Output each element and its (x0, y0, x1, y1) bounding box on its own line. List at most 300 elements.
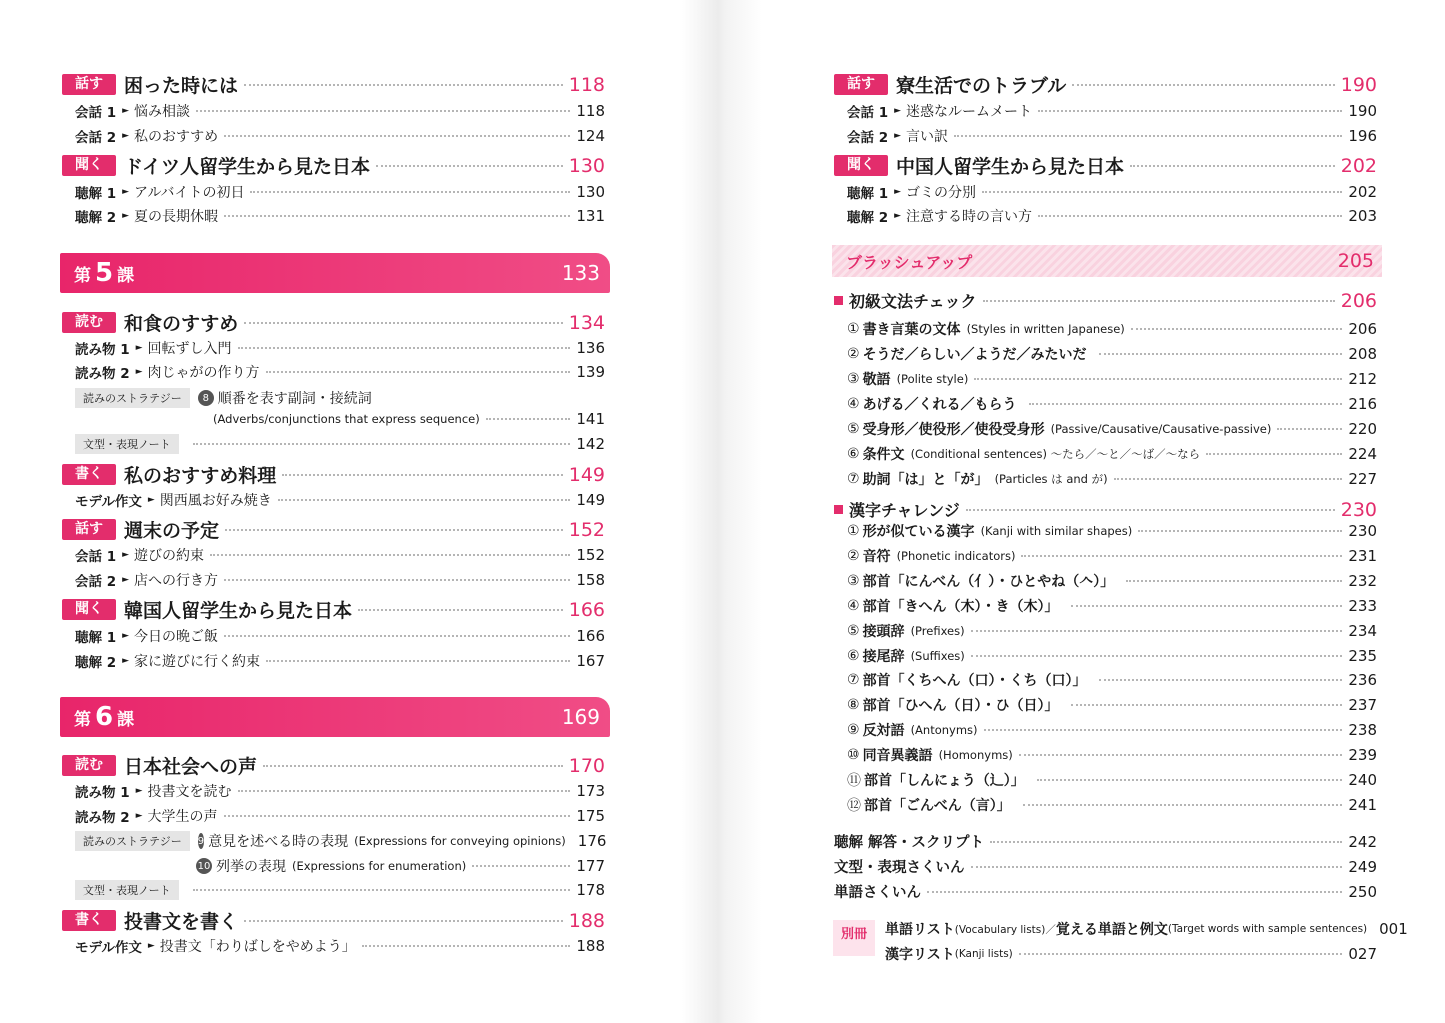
strategy-title: 列挙の表現 (216, 859, 286, 875)
leader-dots (1023, 804, 1343, 806)
strategy-title: 順番を表す副詞・接続詞 (217, 391, 372, 407)
extra-title: 単語さくいん (834, 885, 921, 901)
circled-number: ⑧ (847, 697, 860, 714)
section-header[interactable] (62, 309, 605, 336)
note-entry[interactable] (75, 434, 605, 454)
page-number: 231 (1348, 546, 1377, 565)
sub-entry[interactable] (75, 936, 605, 956)
page-number: 232 (1348, 571, 1377, 590)
page-number: 202 (1348, 183, 1377, 201)
sub-label: 聴解 1 (75, 630, 117, 646)
numbered-entry[interactable] (847, 469, 1377, 489)
circled-number: ④ (847, 597, 860, 614)
page-number: 234 (1348, 621, 1377, 640)
square-bullet-icon (834, 296, 843, 305)
sub-entry[interactable] (75, 126, 605, 146)
circled-number: ③ (847, 572, 860, 589)
sub-label: モデル作文 (75, 494, 142, 510)
leader-dots (282, 474, 563, 476)
leader-dots (1099, 353, 1343, 355)
brushup-page: 205 (1337, 250, 1374, 272)
entry-title: 部首「くちへん（口）・くち（口）」 (862, 673, 1087, 690)
section-title: 日本社会への声 (124, 756, 258, 778)
leader-dots (244, 322, 563, 324)
sub-label: 会話 2 (75, 130, 117, 146)
page-number: 152 (568, 518, 605, 541)
entry-english: (Styles in written Japanese) (966, 322, 1125, 336)
page-number: 250 (1348, 882, 1377, 901)
lesson-suffix: 課 (117, 265, 135, 286)
bessatsu-title-2: 覚える単語と例文 (1055, 922, 1168, 938)
entry-title: 接尾辞 (862, 648, 905, 665)
section-title: 投書文を書く (124, 911, 239, 933)
arrow-icon: ► (894, 211, 902, 221)
page-number: 220 (1348, 420, 1377, 438)
arrow-icon: ► (894, 187, 902, 197)
leader-dots (224, 635, 570, 637)
sub-title: 遊びの約束 (134, 548, 205, 564)
page-number: 149 (568, 463, 605, 486)
leader-dots (225, 529, 563, 531)
leader-dots (193, 889, 571, 891)
left-page (0, 0, 722, 1023)
numbered-entry[interactable] (847, 319, 1377, 339)
page-number: 240 (1348, 771, 1377, 789)
numbered-entry[interactable] (847, 444, 1377, 464)
page-number: 239 (1348, 746, 1377, 765)
leader-dots (1038, 215, 1342, 217)
circled-number: ② (847, 346, 860, 362)
sub-entry[interactable] (75, 362, 605, 382)
entry-title: あげる／くれる／もらう (862, 397, 1017, 413)
page-number: 227 (1348, 470, 1377, 488)
page-number: 238 (1348, 721, 1377, 740)
leader-dots (1130, 165, 1335, 167)
leader-dots (1138, 530, 1342, 532)
tag-badge: 書く (62, 464, 116, 485)
sub-label: 会話 1 (75, 549, 117, 565)
leader-dots (210, 554, 570, 556)
sub-entry[interactable] (75, 570, 605, 590)
arrow-icon: ► (122, 575, 130, 585)
sub-entry[interactable] (75, 806, 605, 826)
sub-entry[interactable] (75, 545, 605, 565)
bessatsu-english: (Kanji lists) (954, 948, 1013, 960)
page-number: 212 (1348, 370, 1377, 388)
strategy-number: 9 (198, 833, 204, 849)
entry-title: 部首「ひへん（日）・ひ（日）」 (862, 698, 1059, 715)
entry-title: 反対語 (862, 723, 905, 740)
numbered-entry[interactable] (847, 344, 1377, 364)
lesson-prefix: 第 (74, 709, 91, 730)
leader-dots (971, 655, 1343, 657)
page-number: 130 (568, 154, 605, 177)
page-number: 149 (576, 491, 605, 509)
sub-title: 私のおすすめ (134, 129, 219, 145)
section-header[interactable] (62, 71, 605, 98)
circled-number: ⑥ (847, 446, 860, 462)
leader-dots (984, 729, 1343, 731)
arrow-icon: ► (135, 367, 143, 377)
sub-title: 家に遊びに行く約束 (134, 654, 261, 670)
leader-dots (971, 630, 1343, 632)
entry-title: 同音異義語 (862, 748, 933, 765)
note-entry[interactable] (75, 880, 605, 900)
section-title: 韓国人留学生から見た日本 (124, 600, 353, 622)
note-chip: 文型・表現ノート (75, 880, 179, 900)
entry-title: 部首「きへん（木）・き（木）」 (862, 598, 1059, 615)
page-number: 141 (576, 410, 605, 428)
brushup-title: ブラッシュアップ (846, 252, 973, 272)
leader-dots (1071, 605, 1343, 607)
page-number: 236 (1348, 671, 1377, 690)
square-bullet-icon (834, 505, 843, 514)
sub-title: アルバイトの初日 (134, 185, 245, 201)
sub-label: 読み物 2 (75, 366, 130, 382)
leader-dots (238, 790, 571, 792)
section-header[interactable] (62, 596, 605, 623)
leader-dots (472, 865, 570, 867)
bessatsu-entry[interactable] (885, 944, 1377, 964)
grammar-header[interactable] (834, 289, 1377, 312)
entry-title: 部首「しんにょう（辶）」 (864, 773, 1025, 789)
numbered-entry[interactable] (847, 795, 1377, 815)
entry-english: (Particles は and が) (994, 472, 1108, 486)
sub-label: 聴解 2 (847, 210, 889, 226)
circled-number: ⑫ (847, 797, 861, 814)
section-title: 困った時には (124, 75, 239, 97)
brushup-bar[interactable] (832, 245, 1382, 277)
section-header[interactable] (62, 752, 605, 779)
circled-number: ① (847, 321, 860, 337)
extra-title: 聴解 解答・スクリプト (834, 835, 985, 851)
page-number: 001 (1379, 920, 1408, 938)
leader-dots (244, 920, 563, 922)
page-number: 206 (1348, 320, 1377, 338)
page-number: 173 (576, 782, 605, 800)
page-number: 178 (576, 881, 605, 899)
numbered-entry[interactable] (847, 419, 1377, 439)
sub-label: 読み物 1 (75, 342, 130, 358)
leader-dots (376, 165, 563, 167)
numbered-entry[interactable] (847, 571, 1377, 591)
section-header[interactable] (834, 152, 1377, 179)
entry-english: (Passive/Causative/Causative-passive) (1050, 422, 1272, 436)
circled-number: ⑪ (847, 773, 861, 789)
leader-dots (193, 443, 571, 445)
grammar-title: 初級文法チェック (849, 292, 977, 311)
section-title: ドイツ人留学生から見た日本 (124, 156, 371, 178)
lesson-6-bar[interactable] (60, 697, 610, 737)
leader-dots (238, 347, 571, 349)
leader-dots (224, 815, 571, 817)
circled-number: ① (847, 523, 860, 539)
page-number: 177 (576, 857, 605, 875)
sub-title: 夏の長期休暇 (134, 209, 219, 225)
tag-badge: 話す (62, 519, 116, 540)
sub-label: 会話 2 (847, 130, 889, 146)
circled-number: ⑤ (847, 622, 860, 639)
page-number: 190 (1340, 73, 1377, 96)
leader-dots (1114, 478, 1343, 480)
page-number: 230 (1340, 498, 1377, 521)
page-number: 206 (1340, 289, 1377, 312)
page-number: 190 (1348, 102, 1377, 120)
circled-number: ⑨ (847, 722, 860, 739)
leader-dots (263, 765, 563, 767)
sub-label: 会話 1 (75, 105, 117, 121)
entry-title: 助詞「は」と「が」 (862, 472, 989, 488)
entry-title: そうだ／らしい／ようだ／みたいだ (862, 347, 1087, 363)
section-title: 私のおすすめ料理 (124, 465, 277, 487)
tag-badge: 読む (62, 312, 116, 333)
page-number: 216 (1348, 395, 1377, 413)
section-header[interactable] (62, 152, 605, 179)
lesson-number: 6 (95, 702, 114, 732)
strategy-number: 10 (196, 858, 212, 874)
entry-title: 音符 (862, 548, 891, 565)
sub-label: 聴解 2 (75, 655, 117, 671)
sub-entry[interactable] (847, 126, 1377, 146)
numbered-entry[interactable] (847, 621, 1377, 641)
kanji-header[interactable] (834, 498, 1377, 521)
numbered-entry[interactable] (847, 596, 1377, 616)
page-number: 237 (1348, 696, 1377, 715)
leader-dots (1131, 328, 1343, 330)
extra-entry[interactable] (834, 831, 1377, 852)
page-number: 142 (576, 435, 605, 453)
lesson-page: 169 (561, 705, 600, 729)
tag-badge: 読む (62, 755, 116, 776)
numbered-entry[interactable] (847, 521, 1377, 541)
leader-dots (1029, 403, 1343, 405)
bessatsu-title: 単語リスト (885, 922, 955, 938)
section-title: 寮生活でのトラブル (896, 75, 1067, 97)
lesson-number: 5 (95, 258, 114, 288)
strategy-chip: 読みのストラテジー (75, 831, 190, 851)
page-number: 118 (568, 73, 605, 96)
page-number: 224 (1348, 445, 1377, 463)
strategy-entry[interactable] (75, 388, 605, 408)
leader-dots (954, 135, 1342, 137)
circled-number: ⑦ (847, 672, 860, 689)
strategy-chip: 読みのストラテジー (75, 388, 190, 408)
strategy-entry-en[interactable] (213, 410, 605, 428)
sub-entry[interactable] (847, 182, 1377, 202)
leader-dots (971, 866, 1343, 868)
numbered-entry[interactable] (847, 695, 1377, 715)
page-number: 136 (576, 339, 605, 357)
page-number: 139 (576, 363, 605, 381)
arrow-icon: ► (122, 550, 130, 560)
section-header[interactable] (62, 907, 605, 934)
numbered-entry[interactable] (847, 369, 1377, 389)
arrow-icon: ► (122, 106, 130, 116)
page-number: 170 (568, 754, 605, 777)
page-number: 241 (1348, 795, 1377, 814)
sub-label: 聴解 1 (75, 186, 117, 202)
lesson-prefix: 第 (74, 265, 91, 286)
numbered-entry[interactable] (847, 720, 1377, 740)
arrow-icon: ► (122, 656, 130, 666)
page-number: 249 (1348, 857, 1377, 876)
page-number: 196 (1348, 127, 1377, 145)
leader-dots (278, 499, 571, 501)
circled-number: ⑤ (847, 421, 860, 437)
page-number: 158 (576, 571, 605, 589)
tag-badge: 書く (62, 910, 116, 931)
circled-number: ⑦ (847, 471, 860, 487)
leader-dots (224, 215, 570, 217)
entry-title: 接頭辞 (862, 623, 905, 640)
entry-title: 部首「ごんべん（言）」 (864, 797, 1011, 814)
leader-dots (1037, 779, 1343, 781)
arrow-icon: ► (894, 131, 902, 141)
tag-badge: 聞く (62, 155, 116, 176)
entry-title: 条件文 (862, 447, 905, 463)
sub-entry[interactable] (847, 101, 1377, 121)
sub-entry[interactable] (75, 651, 605, 671)
sub-entry[interactable] (75, 182, 605, 202)
page-number: 167 (576, 652, 605, 670)
sub-entry[interactable] (75, 101, 605, 121)
sub-title: 肉じゃがの作り方 (147, 365, 260, 381)
extra-title: 文型・表現さくいん (834, 860, 965, 876)
leader-dots (1071, 704, 1343, 706)
lesson-suffix: 課 (117, 709, 135, 730)
sub-label: 聴解 1 (847, 186, 889, 202)
leader-dots (982, 191, 1342, 193)
section-title: 週末の予定 (124, 520, 220, 542)
leader-dots (1072, 84, 1334, 86)
entry-english: (Prefixes) (910, 623, 965, 638)
lesson-5-bar[interactable] (60, 253, 610, 293)
entry-english: (Polite style) (896, 372, 969, 386)
leader-dots (983, 300, 1335, 302)
sub-entry[interactable] (75, 206, 605, 226)
section-header[interactable] (62, 516, 605, 543)
leader-dots (358, 609, 563, 611)
sub-title: 今日の晩ご飯 (134, 629, 219, 645)
page-number: 235 (1348, 646, 1377, 665)
page-number: 131 (576, 207, 605, 225)
strategy-entry[interactable] (196, 856, 605, 876)
sub-entry[interactable] (75, 626, 605, 646)
leader-dots (1021, 555, 1342, 557)
section-header[interactable] (62, 461, 605, 488)
extra-entry[interactable] (834, 856, 1377, 877)
tag-badge: 話す (834, 74, 888, 95)
sub-label: 会話 1 (847, 105, 889, 121)
entry-title: 形が似ている漢字 (862, 524, 975, 540)
page-number: 166 (576, 627, 605, 645)
tag-badge: 聞く (834, 155, 888, 176)
strategy-english: (Adverbs/conjunctions that express sequence) (213, 412, 480, 426)
sub-label: 聴解 2 (75, 210, 117, 226)
leader-dots (486, 418, 571, 420)
page-number: 208 (1348, 345, 1377, 363)
page-number: 176 (577, 832, 607, 850)
arrow-icon: ► (894, 106, 902, 116)
arrow-icon: ► (135, 811, 143, 821)
strategy-entry[interactable] (75, 831, 605, 851)
sub-entry[interactable] (75, 338, 605, 358)
numbered-entry[interactable] (847, 646, 1377, 666)
leader-dots (250, 191, 570, 193)
entry-english: (Phonetic indicators) (896, 548, 1016, 563)
leader-dots (990, 841, 1342, 843)
bessatsu-english-2: (Target words with sample sentences) (1167, 923, 1368, 935)
arrow-icon: ► (135, 343, 143, 353)
sub-title: 注意する時の言い方 (906, 209, 1033, 225)
numbered-entry[interactable] (847, 546, 1377, 566)
note-chip: 文型・表現ノート (75, 434, 179, 454)
strategy-english: (Expressions for conveying opinions) (354, 834, 566, 848)
circled-number: ⑥ (847, 647, 860, 664)
leader-dots (1277, 428, 1342, 430)
tag-badge: 話す (62, 74, 116, 95)
leader-dots (974, 378, 1342, 380)
leader-dots (1206, 453, 1342, 455)
page-number: 233 (1348, 596, 1377, 615)
arrow-icon: ► (122, 187, 130, 197)
lesson-page: 133 (561, 261, 600, 285)
extra-entry[interactable] (834, 881, 1377, 902)
entry-english: (Conditional sentences) ～たら／～と／～ば／～なら (910, 447, 1201, 461)
page-number: 242 (1348, 832, 1377, 851)
sub-entry[interactable] (75, 781, 605, 801)
numbered-entry[interactable] (847, 745, 1377, 765)
leader-dots (1019, 953, 1343, 955)
leader-dots (1038, 110, 1342, 112)
sub-title: 関西風お好み焼き (159, 493, 272, 509)
strategy-english: (Expressions for enumeration) (292, 859, 467, 873)
sub-title: 店への行き方 (134, 573, 219, 589)
sub-label: 会話 2 (75, 574, 117, 590)
sub-label: モデル作文 (75, 940, 142, 956)
page-number: 230 (1348, 522, 1377, 540)
section-title: 中国人留学生から見た日本 (896, 156, 1125, 178)
leader-dots (224, 135, 570, 137)
sub-title: 悩み相談 (134, 104, 191, 120)
page-number: 152 (576, 546, 605, 564)
leader-dots (1126, 580, 1342, 582)
numbered-entry[interactable] (847, 670, 1377, 690)
sub-entry[interactable] (847, 206, 1377, 226)
sub-title: ゴミの分別 (906, 185, 977, 201)
section-title: 和食のすすめ (124, 313, 239, 335)
leader-dots (1019, 754, 1343, 756)
circled-number: ⑩ (847, 747, 860, 764)
sub-entry[interactable] (75, 490, 605, 510)
numbered-entry[interactable] (847, 770, 1377, 790)
leader-dots (244, 84, 563, 86)
entry-english: (Homonyms) (938, 748, 1013, 763)
entry-title: 部首「にんべん（亻）・ひとやね（𠆢）」 (862, 573, 1115, 590)
numbered-entry[interactable] (847, 394, 1377, 414)
section-header[interactable] (834, 71, 1377, 98)
arrow-icon: ► (147, 495, 155, 505)
leader-dots (1099, 679, 1343, 681)
page-number: 027 (1348, 945, 1377, 963)
entry-title: 書き言葉の文体 (862, 322, 961, 338)
arrow-icon: ► (135, 786, 143, 796)
leader-dots (196, 110, 570, 112)
leader-dots (266, 371, 571, 373)
arrow-icon: ► (147, 941, 155, 951)
bessatsu-entry[interactable] (885, 919, 1408, 939)
page-number: 202 (1340, 154, 1377, 177)
